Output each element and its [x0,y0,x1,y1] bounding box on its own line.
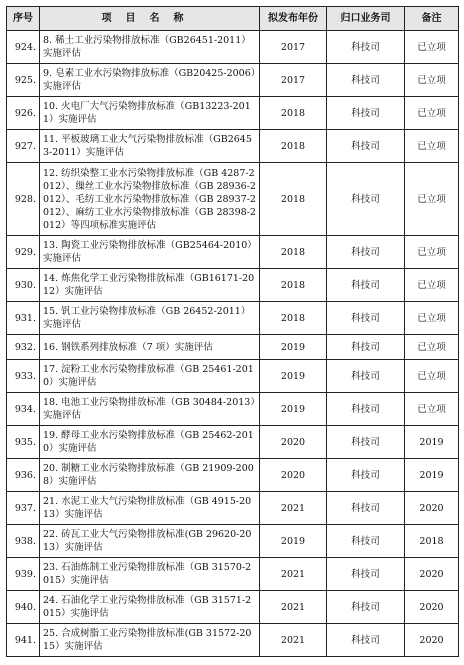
table-row [7,558,459,591]
cell-seq: 937. [7,492,40,525]
cell-note: 2020 [405,558,459,591]
cell-item: 12. 纺织染整工业水污染物排放标准（GB 4287-2012）、缫丝工业水污染物排放标准（GB 28936-2012）、毛纺工业水污染物排放标准（GB 28937-2012）、麻纺工业水污染物排放标准（GB 28398-2012）等四项标准实施评估 [40,163,260,236]
cell-dept: 科技司 [327,163,405,236]
cell-item: 16. 钢铁系列排放标准（7 项）实施评估 [40,335,260,360]
cell-note: 2020 [405,492,459,525]
cell-dept: 科技司 [327,360,405,393]
header-item: 项目名称 [40,7,260,31]
cell-seq: 925. [7,64,40,97]
cell-note: 2018 [405,525,459,558]
cell-dept: 科技司 [327,525,405,558]
header-seq: 序号 [7,7,40,31]
cell-seq: 927. [7,130,40,163]
cell-item: 17. 淀粉工业水污染物排放标准（GB 25461-2010）实施评估 [40,360,260,393]
cell-year: 2021 [260,492,327,525]
cell-seq: 940. [7,591,40,624]
cell-dept: 科技司 [327,130,405,163]
cell-item: 9. 皂素工业水污染物排放标准（GB20425-2006）实施评估 [40,64,260,97]
table-row [7,360,459,393]
table-row [7,624,459,657]
cell-dept: 科技司 [327,302,405,335]
cell-item: 10. 火电厂大气污染物排放标准（GB13223-2011）实施评估 [40,97,260,130]
cell-dept: 科技司 [327,64,405,97]
cell-seq: 939. [7,558,40,591]
cell-note: 2020 [405,591,459,624]
cell-dept: 科技司 [327,591,405,624]
cell-dept: 科技司 [327,459,405,492]
cell-year: 2019 [260,393,327,426]
standards-table [6,6,459,657]
cell-seq: 928. [7,163,40,236]
cell-note: 已立项 [405,335,459,360]
table-row [7,525,459,558]
cell-note: 已立项 [405,31,459,64]
cell-item: 23. 石油炼制工业污染物排放标准（GB 31570-2015）实施评估 [40,558,260,591]
cell-item: 21. 水泥工业大气污染物排放标准（GB 4915-2013）实施评估 [40,492,260,525]
cell-year: 2020 [260,459,327,492]
cell-seq: 936. [7,459,40,492]
table-row [7,302,459,335]
cell-year: 2017 [260,64,327,97]
cell-item: 20. 制糖工业水污染物排放标准（GB 21909-2008）实施评估 [40,459,260,492]
table-row [7,459,459,492]
cell-year: 2020 [260,426,327,459]
table-row [7,393,459,426]
table-row [7,31,459,64]
cell-seq: 938. [7,525,40,558]
table-row [7,130,459,163]
cell-year: 2021 [260,624,327,657]
table-row [7,163,459,236]
cell-item: 15. 钒工业污染物排放标准（GB 26452-2011）实施评估 [40,302,260,335]
cell-dept: 科技司 [327,269,405,302]
cell-seq: 931. [7,302,40,335]
table-row [7,236,459,269]
cell-dept: 科技司 [327,426,405,459]
cell-dept: 科技司 [327,558,405,591]
cell-note: 已立项 [405,236,459,269]
cell-year: 2021 [260,591,327,624]
cell-year: 2018 [260,97,327,130]
cell-note: 已立项 [405,130,459,163]
cell-dept: 科技司 [327,236,405,269]
cell-year: 2019 [260,335,327,360]
cell-dept: 科技司 [327,97,405,130]
cell-note: 已立项 [405,360,459,393]
cell-year: 2018 [260,130,327,163]
cell-seq: 941. [7,624,40,657]
cell-year: 2018 [260,236,327,269]
cell-note: 2019 [405,459,459,492]
cell-note: 已立项 [405,64,459,97]
cell-dept: 科技司 [327,335,405,360]
cell-note: 已立项 [405,302,459,335]
cell-seq: 935. [7,426,40,459]
cell-year: 2017 [260,31,327,64]
cell-note: 已立项 [405,269,459,302]
cell-item: 22. 砖瓦工业大气污染物排放标准(GB 29620-2013）实施评估 [40,525,260,558]
cell-item: 25. 合成树脂工业污染物排放标准(GB 31572-2015）实施评估 [40,624,260,657]
cell-item: 18. 电池工业污染物排放标准（GB 30484-2013）实施评估 [40,393,260,426]
cell-seq: 924. [7,31,40,64]
cell-note: 2019 [405,426,459,459]
cell-dept: 科技司 [327,393,405,426]
table-header-row [7,7,459,31]
cell-dept: 科技司 [327,492,405,525]
cell-seq: 933. [7,360,40,393]
cell-note: 已立项 [405,163,459,236]
cell-year: 2018 [260,302,327,335]
standards-table-container [6,6,458,657]
table-row [7,97,459,130]
cell-item: 14. 炼焦化学工业污染物排放标准（GB16171-2012）实施评估 [40,269,260,302]
cell-item: 11. 平板玻璃工业大气污染物排放标准（GB26453-2011）实施评估 [40,130,260,163]
table-row [7,426,459,459]
table-row [7,269,459,302]
cell-year: 2019 [260,360,327,393]
cell-dept: 科技司 [327,624,405,657]
cell-year: 2018 [260,269,327,302]
cell-seq: 930. [7,269,40,302]
cell-note: 2020 [405,624,459,657]
table-row [7,591,459,624]
cell-note: 已立项 [405,97,459,130]
table-row [7,492,459,525]
cell-item: 13. 陶瓷工业污染物排放标准（GB25464-2010）实施评估 [40,236,260,269]
header-dept: 归口业务司 [327,7,405,31]
cell-note: 已立项 [405,393,459,426]
header-year: 拟发布年份 [260,7,327,31]
cell-seq: 926. [7,97,40,130]
cell-seq: 932. [7,335,40,360]
cell-seq: 934. [7,393,40,426]
cell-item: 8. 稀土工业污染物排放标准（GB26451-2011）实施评估 [40,31,260,64]
cell-year: 2019 [260,525,327,558]
header-note: 备注 [405,7,459,31]
cell-seq: 929. [7,236,40,269]
cell-dept: 科技司 [327,31,405,64]
table-row [7,64,459,97]
cell-year: 2018 [260,163,327,236]
cell-year: 2021 [260,558,327,591]
cell-item: 24. 石油化学工业污染物排放标准（GB 31571-2015）实施评估 [40,591,260,624]
table-row [7,335,459,360]
cell-item: 19. 酵母工业水污染物排放标准（GB 25462-2010）实施评估 [40,426,260,459]
